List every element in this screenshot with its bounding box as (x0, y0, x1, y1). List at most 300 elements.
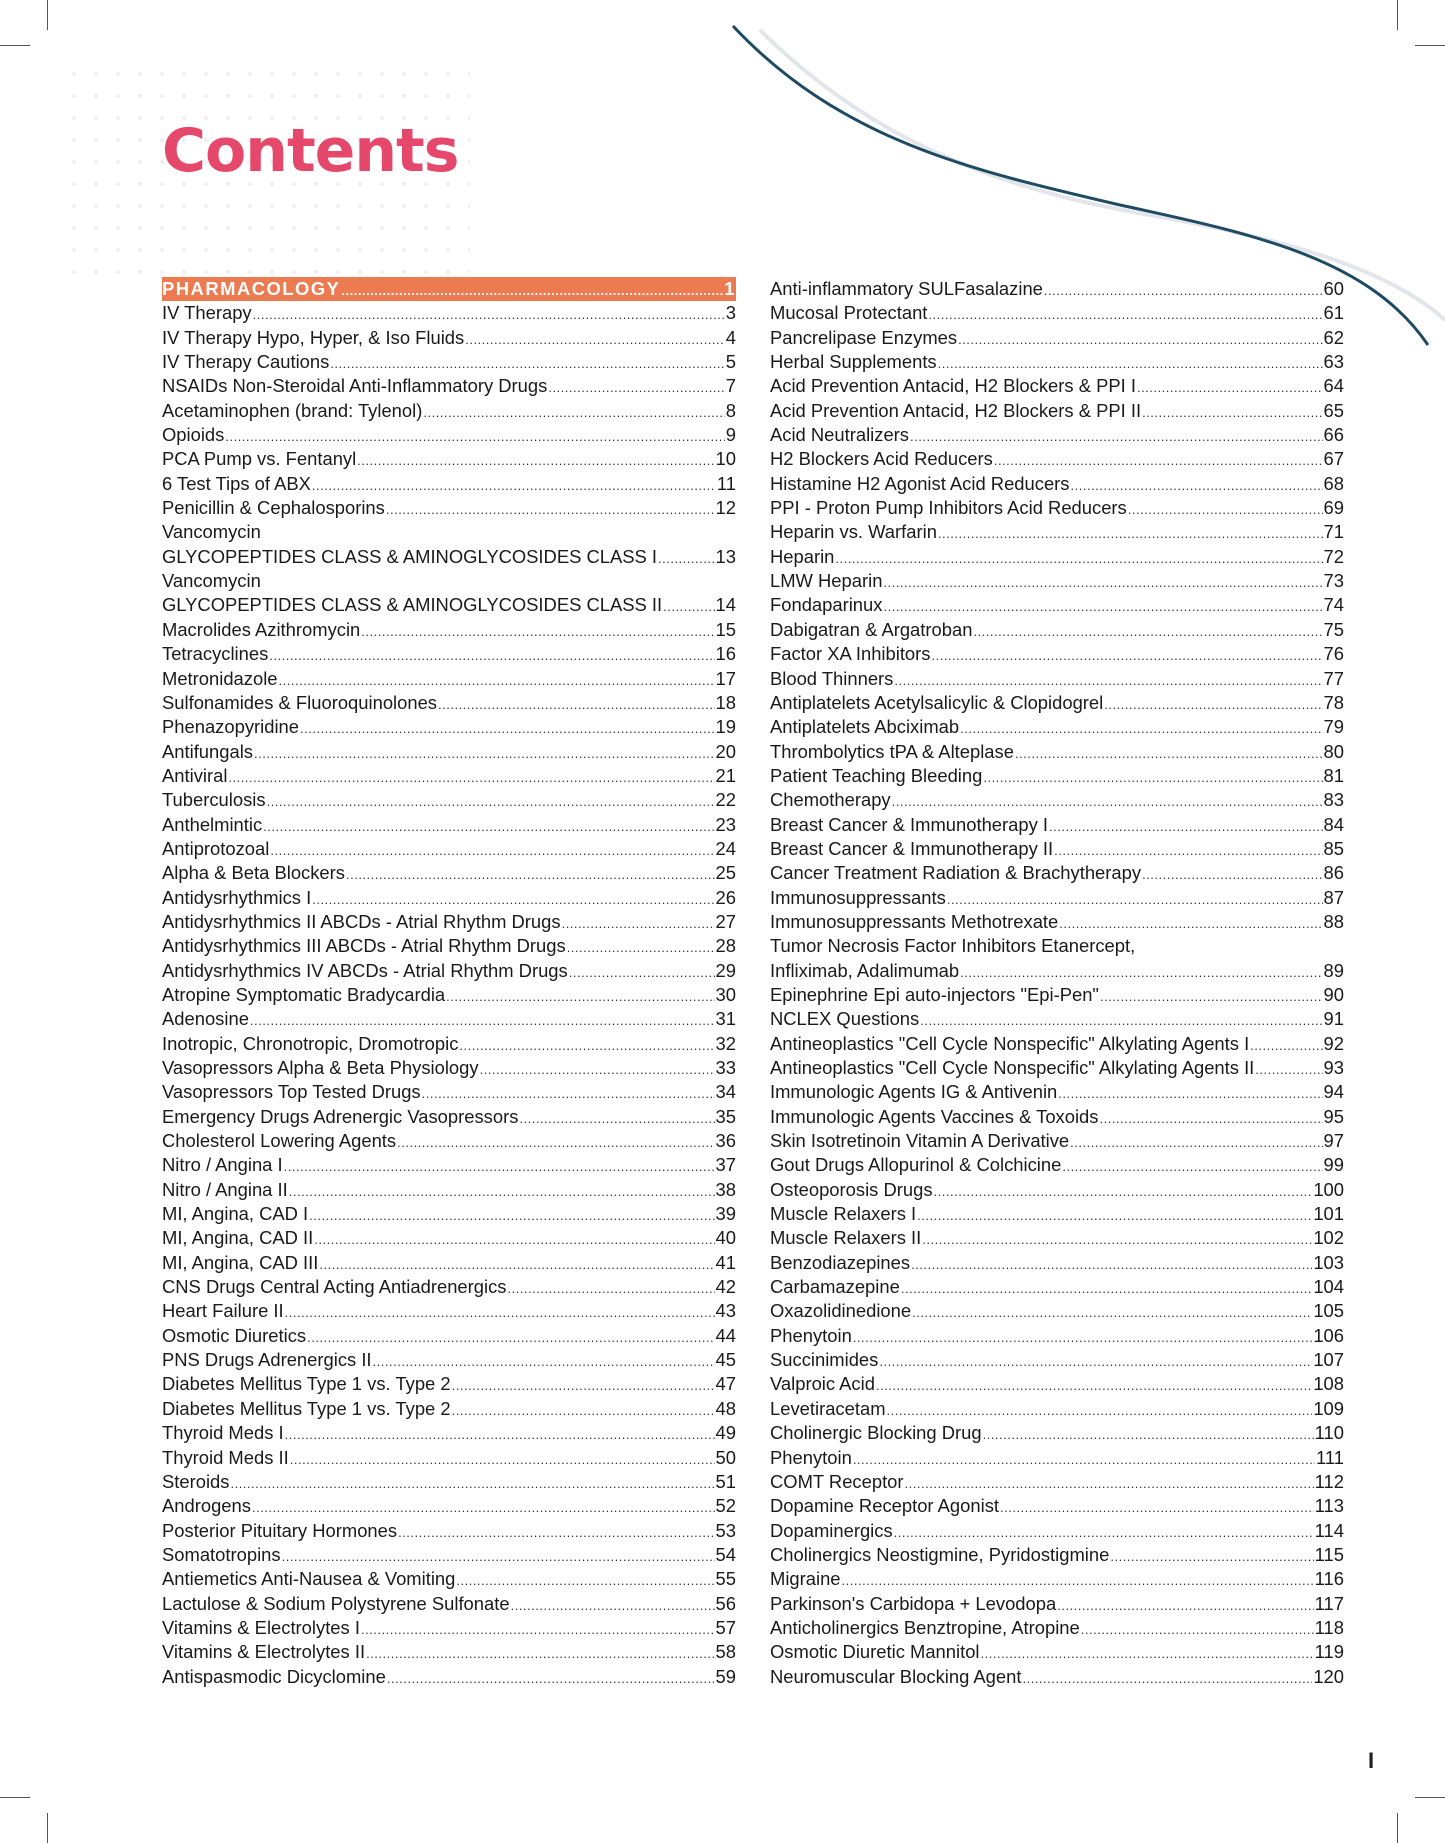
toc-entry[interactable] (162, 618, 736, 642)
toc-entry-title: Thyroid Meds I (162, 1422, 284, 1444)
toc-right-column (770, 277, 1344, 1689)
toc-entry-page: 5 (725, 351, 736, 373)
dot-leader (1142, 401, 1322, 423)
toc-entry[interactable] (770, 1105, 1344, 1129)
toc-entry[interactable] (770, 740, 1344, 764)
dot-leader (1100, 985, 1323, 1007)
toc-entry[interactable] (162, 1640, 736, 1664)
toc-entry[interactable] (770, 423, 1344, 447)
toc-entry-title: Patient Teaching Bleeding (770, 764, 983, 786)
dot-leader (853, 1326, 1313, 1348)
toc-entry-page: 68 (1323, 472, 1344, 494)
toc-entry-title: Metronidazole (162, 667, 278, 689)
toc-entry[interactable] (770, 1226, 1344, 1250)
toc-entry-title: Valproic Acid (770, 1373, 875, 1395)
toc-entry-title: Infliximab, Adalimumab (770, 959, 960, 981)
toc-entry[interactable] (770, 813, 1344, 837)
toc-entry[interactable] (770, 326, 1344, 350)
toc-entry-title: Acetaminophen (brand: Tylenol) (162, 399, 423, 421)
toc-entry-page: 105 (1313, 1300, 1344, 1322)
dot-leader (228, 766, 714, 788)
toc-entry-title: Levetiracetam (770, 1397, 886, 1419)
toc-entry[interactable] (162, 350, 736, 374)
toc-entry[interactable] (162, 642, 736, 666)
toc-entry[interactable] (162, 1178, 736, 1202)
toc-entry[interactable] (162, 1494, 736, 1518)
toc-entry[interactable] (162, 1470, 736, 1494)
toc-entry-title: Steroids (162, 1470, 230, 1492)
toc-entry[interactable] (162, 1153, 736, 1177)
toc-entry-title: Vancomycin (162, 570, 261, 592)
toc-entry[interactable] (770, 1056, 1344, 1080)
toc-entry-title: Cholesterol Lowering Agents (162, 1130, 397, 1152)
toc-entry[interactable] (162, 545, 736, 569)
toc-entry[interactable] (162, 1372, 736, 1396)
dot-leader (279, 669, 715, 691)
toc-entry[interactable] (162, 691, 736, 715)
toc-entry-title: Carbamazepine (770, 1276, 900, 1298)
toc-entry-page: 24 (715, 837, 736, 859)
toc-entry-title: Anthelmintic (162, 813, 263, 835)
toc-entry[interactable] (162, 326, 736, 350)
toc-entry-page: 57 (715, 1616, 736, 1638)
toc-entry-title: Blood Thinners (770, 667, 894, 689)
toc-entry[interactable] (770, 886, 1344, 910)
toc-entry-page: 95 (1323, 1105, 1344, 1127)
toc-entry[interactable] (162, 1592, 736, 1616)
toc-entry[interactable] (162, 1324, 736, 1348)
toc-entry-page: 39 (715, 1203, 736, 1225)
toc-entry[interactable] (770, 715, 1344, 739)
toc-entry[interactable] (162, 399, 736, 423)
dot-leader (346, 863, 715, 885)
toc-entry[interactable] (162, 1080, 736, 1104)
toc-entry[interactable] (162, 715, 736, 739)
toc-entry[interactable] (770, 1129, 1344, 1153)
toc-entry-page: 36 (715, 1130, 736, 1152)
dot-leader (285, 1301, 715, 1323)
toc-entry-title: Antispasmodic Dicyclomine (162, 1665, 386, 1687)
toc-entry-page: 14 (715, 594, 736, 616)
dot-leader (934, 1180, 1313, 1202)
toc-entry-page: 77 (1323, 667, 1344, 689)
toc-entry[interactable] (162, 301, 736, 325)
dot-leader (267, 790, 715, 812)
toc-entry-title: Heart Failure II (162, 1300, 284, 1322)
toc-entry[interactable] (770, 667, 1344, 691)
toc-entry-title: IV Therapy Hypo, Hyper, & Iso Fluids (162, 326, 465, 348)
toc-entry[interactable] (162, 788, 736, 812)
toc-entry[interactable] (770, 1640, 1344, 1664)
dot-leader (269, 644, 714, 666)
toc-entry-title: LMW Heparin (770, 570, 883, 592)
toc-entry-title: Osmotic Diuretics (162, 1324, 307, 1346)
toc-entry-title: 6 Test Tips of ABX (162, 472, 311, 494)
toc-entry-page: 50 (715, 1446, 736, 1468)
toc-entry[interactable] (770, 1348, 1344, 1372)
toc-entry[interactable] (770, 1397, 1344, 1421)
dot-leader (1142, 863, 1322, 885)
toc-entry-title: Lactulose & Sodium Polystyrene Sulfonate (162, 1592, 510, 1614)
toc-entry-title: Breast Cancer & Immunotherapy I (770, 813, 1049, 835)
toc-entry[interactable] (162, 764, 736, 788)
toc-entry[interactable] (162, 496, 736, 520)
dot-leader (958, 328, 1322, 350)
dot-leader (1137, 376, 1323, 398)
toc-entry-title: Breast Cancer & Immunotherapy II (770, 837, 1054, 859)
toc-entry-title: Anti-inflammatory SULFasalazine (770, 278, 1043, 299)
dot-leader (1071, 474, 1323, 496)
dot-leader (842, 1569, 1314, 1591)
dot-leader (1059, 912, 1322, 934)
dot-leader (312, 474, 716, 496)
toc-entry-title: Anticholinergics Benztropine, Atropine (770, 1616, 1080, 1638)
toc-entry-title: Skin Isotretinoin Vitamin A Derivative (770, 1130, 1070, 1152)
toc-entry[interactable] (770, 472, 1344, 496)
toc-entry-page: 72 (1323, 545, 1344, 567)
toc-entry-title: Acid Prevention Antacid, H2 Blockers & PPI II (770, 399, 1142, 421)
toc-entry[interactable] (770, 399, 1344, 423)
dot-leader (920, 1009, 1322, 1031)
toc-entry[interactable] (770, 691, 1344, 715)
toc-entry[interactable] (770, 569, 1344, 593)
toc-entry-page: 16 (715, 643, 736, 665)
toc-entry-title: Sulfonamides & Fluoroquinolones (162, 691, 438, 713)
toc-entry-page: 113 (1314, 1495, 1344, 1517)
toc-entry-title: Migraine (770, 1568, 841, 1590)
toc-entry[interactable] (770, 1446, 1344, 1470)
dot-leader (289, 1180, 715, 1202)
toc-entry-page: 103 (1313, 1251, 1344, 1273)
dot-leader (507, 1277, 714, 1299)
toc-entry-page: 63 (1323, 351, 1344, 373)
toc-left-column (162, 277, 736, 1689)
toc-entry-title: Antineoplastics "Cell Cycle Nonspecific" Alkylating Agents II (770, 1057, 1255, 1078)
dot-leader (519, 1107, 714, 1129)
toc-entry-title: Androgens (162, 1495, 251, 1517)
toc-entry-title: Atropine Symptomatic Bradycardia (162, 983, 446, 1005)
dot-leader (894, 669, 1322, 691)
dot-leader (357, 449, 714, 471)
toc-entry-page: 59 (715, 1665, 736, 1687)
toc-entry[interactable] (162, 472, 736, 496)
dot-leader (905, 1472, 1314, 1494)
dot-leader (1104, 693, 1322, 715)
toc-entry-page: 15 (715, 618, 736, 640)
dot-leader (938, 352, 1323, 374)
toc-entry-page: 27 (715, 910, 736, 932)
section-label: PHARMACOLOGY (162, 278, 341, 299)
toc-entry-page: 80 (1323, 740, 1344, 762)
toc-entry-page: 112 (1314, 1470, 1344, 1492)
toc-entry-title: Parkinson's Carbidopa + Levodopa (770, 1592, 1057, 1614)
toc-entry[interactable] (770, 1592, 1344, 1616)
dot-leader (931, 644, 1322, 666)
dot-leader (252, 1496, 715, 1518)
toc-entry[interactable] (770, 1153, 1344, 1177)
toc-entry-title: Immunosuppressants (770, 886, 946, 908)
toc-entry[interactable] (162, 667, 736, 691)
toc-entry[interactable] (162, 1032, 736, 1056)
toc-entry-page: 40 (715, 1227, 736, 1249)
toc-entry[interactable] (162, 1202, 736, 1226)
toc-entry[interactable] (162, 1665, 736, 1689)
toc-entry[interactable] (162, 1397, 736, 1421)
toc-entry-page: 73 (1323, 570, 1344, 592)
toc-entry-title: Macrolides Azithromycin (162, 618, 361, 640)
toc-entry[interactable] (162, 1007, 736, 1031)
crop-mark (1397, 1813, 1398, 1843)
toc-entry[interactable] (770, 764, 1344, 788)
toc-entry[interactable] (162, 1616, 736, 1640)
toc-entry[interactable] (162, 934, 736, 958)
toc-entry-title: Chemotherapy (770, 789, 891, 811)
dot-leader (456, 1569, 714, 1591)
toc-entry[interactable] (770, 1567, 1344, 1591)
toc-entry-page: 42 (715, 1276, 736, 1298)
dot-leader (312, 888, 714, 910)
toc-entry[interactable] (770, 374, 1344, 398)
dot-leader (562, 912, 715, 934)
toc-entry[interactable] (770, 1616, 1344, 1640)
toc-entry-page: 31 (715, 1008, 736, 1030)
toc-entry[interactable] (770, 1519, 1344, 1543)
toc-entry[interactable] (162, 1299, 736, 1323)
toc-entry-title: Acid Prevention Antacid, H2 Blockers & PPI I (770, 375, 1136, 397)
dot-leader (1250, 1034, 1322, 1056)
toc-entry-page: 34 (715, 1081, 736, 1103)
toc-entry[interactable] (162, 1105, 736, 1129)
dot-leader (459, 1034, 714, 1056)
toc-entry-page: 104 (1313, 1276, 1344, 1298)
toc-entry-page: 69 (1323, 497, 1344, 519)
toc-entry[interactable] (770, 1299, 1344, 1323)
dot-leader (1128, 498, 1323, 520)
toc-entry[interactable] (770, 1421, 1344, 1445)
toc-left-list (162, 301, 736, 1689)
toc-entry[interactable] (162, 1348, 736, 1372)
toc-entry[interactable] (770, 301, 1344, 325)
dot-leader (983, 1423, 1314, 1445)
toc-section-pharmacology[interactable] (162, 277, 736, 301)
toc-entry[interactable] (770, 1007, 1344, 1031)
crop-mark (1397, 0, 1398, 30)
toc-entry-page: 90 (1323, 983, 1344, 1005)
toc-entry-page: 41 (715, 1251, 736, 1273)
toc-entry-title: Factor XA Inhibitors (770, 643, 931, 665)
dot-leader (386, 498, 715, 520)
toc-entry[interactable] (162, 593, 736, 617)
toc-entry-page: 55 (715, 1568, 736, 1590)
toc-entry[interactable] (770, 618, 1344, 642)
toc-entry[interactable] (162, 1275, 736, 1299)
dot-leader (1099, 1107, 1322, 1129)
dot-leader (912, 1301, 1312, 1323)
toc-entry[interactable] (770, 1494, 1344, 1518)
toc-entry-title: Tetracyclines (162, 643, 269, 665)
toc-entry[interactable] (770, 1372, 1344, 1396)
toc-entry[interactable] (770, 934, 1344, 958)
toc-entry-page: 100 (1313, 1178, 1344, 1200)
dot-leader (511, 1594, 715, 1616)
dot-leader (835, 547, 1322, 569)
dot-leader (253, 303, 725, 325)
dot-leader (300, 717, 715, 739)
toc-entry-title: Opioids (162, 424, 225, 446)
toc-entry[interactable] (162, 1421, 736, 1445)
toc-entry-page: 32 (715, 1032, 736, 1054)
toc-entry[interactable] (770, 277, 1344, 301)
toc-entry[interactable] (162, 910, 736, 934)
dot-leader (452, 1374, 715, 1396)
dot-leader (422, 1082, 715, 1104)
toc-entry[interactable] (770, 545, 1344, 569)
toc-entry-page: 51 (715, 1470, 736, 1492)
toc-entry-title: Benzodiazepines (770, 1251, 911, 1273)
toc-entry-page: 30 (715, 983, 736, 1005)
section-page: 1 (724, 278, 736, 299)
toc-entry[interactable] (770, 861, 1344, 885)
toc-entry-page: 62 (1323, 326, 1344, 348)
toc-entry-title: Histamine H2 Agonist Acid Reducers (770, 472, 1070, 494)
toc-entry[interactable] (162, 1129, 736, 1153)
toc-entry[interactable] (770, 1251, 1344, 1275)
toc-entry[interactable] (162, 740, 736, 764)
toc-entry[interactable] (770, 983, 1344, 1007)
toc-entry-page: 89 (1323, 959, 1344, 981)
toc-entry[interactable] (770, 1032, 1344, 1056)
toc-entry[interactable] (162, 1543, 736, 1567)
toc-entry[interactable] (770, 496, 1344, 520)
toc-entry-page: 11 (716, 472, 736, 494)
toc-entry[interactable] (162, 1519, 736, 1543)
toc-entry[interactable] (162, 813, 736, 837)
toc-entry[interactable] (162, 1567, 736, 1591)
toc-entry-page: 120 (1313, 1665, 1344, 1687)
dot-leader (994, 449, 1323, 471)
dot-leader (1070, 1131, 1322, 1153)
toc-entry-page: 44 (715, 1324, 736, 1346)
toc-entry[interactable] (770, 447, 1344, 471)
dot-leader (911, 1253, 1312, 1275)
toc-entry[interactable] (770, 1665, 1344, 1689)
dot-leader (883, 571, 1322, 593)
dot-leader (263, 815, 714, 837)
dot-leader (973, 620, 1322, 642)
toc-entry-page: 20 (715, 740, 736, 762)
toc-entry[interactable] (162, 374, 736, 398)
toc-entry[interactable] (162, 886, 736, 910)
dot-leader (548, 376, 724, 398)
toc-entry-page: 119 (1314, 1641, 1344, 1663)
dot-leader (910, 425, 1323, 447)
toc-entry[interactable] (162, 1446, 736, 1470)
toc-entry-page: 19 (715, 716, 736, 738)
toc-entry[interactable] (770, 1202, 1344, 1226)
toc-entry-title: PNS Drugs Adrenergics II (162, 1349, 372, 1371)
toc-entry-title: Antiviral (162, 764, 228, 786)
toc-entry-title: Oxazolidinedione (770, 1300, 912, 1322)
dot-leader (373, 1350, 715, 1372)
toc-entry[interactable] (770, 1543, 1344, 1567)
toc-entry[interactable] (770, 959, 1344, 983)
dot-leader (397, 1131, 714, 1153)
dot-leader (1015, 742, 1323, 764)
dot-leader (250, 1009, 715, 1031)
toc-entry[interactable] (162, 423, 736, 447)
toc-entry-page: 22 (715, 789, 736, 811)
toc-entry[interactable] (162, 1226, 736, 1250)
toc-entry[interactable] (770, 1324, 1344, 1348)
toc-entry-title: Pancrelipase Enzymes (770, 326, 958, 348)
toc-entry[interactable] (770, 1178, 1344, 1202)
toc-entry-page: 10 (715, 448, 736, 470)
toc-entry[interactable] (770, 1275, 1344, 1299)
toc-entry-page: 52 (715, 1495, 736, 1517)
toc-entry[interactable] (162, 837, 736, 861)
toc-entry-page: 110 (1314, 1422, 1344, 1444)
toc-entry-page: 64 (1323, 375, 1344, 397)
toc-entry-page: 116 (1314, 1568, 1344, 1590)
toc-entry-title: MI, Angina, CAD II (162, 1227, 314, 1249)
crop-mark (47, 0, 48, 30)
toc-entry[interactable] (770, 593, 1344, 617)
toc-entry[interactable] (162, 983, 736, 1007)
toc-entry-title: Thyroid Meds II (162, 1446, 289, 1468)
toc-entry[interactable] (162, 1056, 736, 1080)
toc-entry[interactable] (162, 447, 736, 471)
toc-entry[interactable] (162, 569, 736, 593)
dot-leader (361, 620, 714, 642)
toc-entry-page: 87 (1323, 886, 1344, 908)
dot-leader (1044, 279, 1323, 301)
toc-entry-page: 66 (1323, 424, 1344, 446)
toc-entry-title: PCA Pump vs. Fentanyl (162, 448, 357, 470)
toc-entry-page: 93 (1323, 1057, 1344, 1078)
crop-mark (0, 45, 30, 46)
toc-entry-page: 54 (715, 1543, 736, 1565)
toc-entry-title: Cholinergic Blocking Drug (770, 1422, 982, 1444)
toc-entry[interactable] (162, 520, 736, 544)
toc-entry-title: Epinephrine Epi auto-injectors "Epi-Pen" (770, 983, 1099, 1005)
toc-entry-page: 60 (1323, 278, 1344, 299)
toc-entry-title: Fondaparinux (770, 594, 883, 616)
toc-entry-page: 81 (1323, 764, 1344, 786)
toc-entry-page: 12 (715, 497, 736, 519)
toc-entry-page: 21 (715, 764, 736, 786)
toc-entry-title: Immunosuppressants Methotrexate (770, 910, 1059, 932)
toc-entry[interactable] (770, 350, 1344, 374)
toc-entry[interactable] (770, 520, 1344, 544)
dot-leader (230, 1472, 714, 1494)
toc-entry[interactable] (770, 910, 1344, 934)
toc-entry-page: 9 (725, 424, 736, 446)
toc-entry[interactable] (770, 788, 1344, 812)
dot-leader (254, 742, 715, 764)
toc-entry-title: Nitro / Angina I (162, 1154, 283, 1176)
toc-entry-page: 118 (1314, 1616, 1344, 1638)
toc-entry[interactable] (162, 861, 736, 885)
dot-leader (361, 1618, 715, 1640)
toc-entry[interactable] (770, 1080, 1344, 1104)
toc-entry-title: Phenazopyridine (162, 716, 300, 738)
toc-entry[interactable] (162, 1251, 736, 1275)
toc-entry[interactable] (162, 959, 736, 983)
toc-entry-page: 117 (1314, 1592, 1344, 1614)
toc-entry[interactable] (770, 642, 1344, 666)
toc-entry[interactable] (770, 837, 1344, 861)
toc-entry[interactable] (770, 1470, 1344, 1494)
